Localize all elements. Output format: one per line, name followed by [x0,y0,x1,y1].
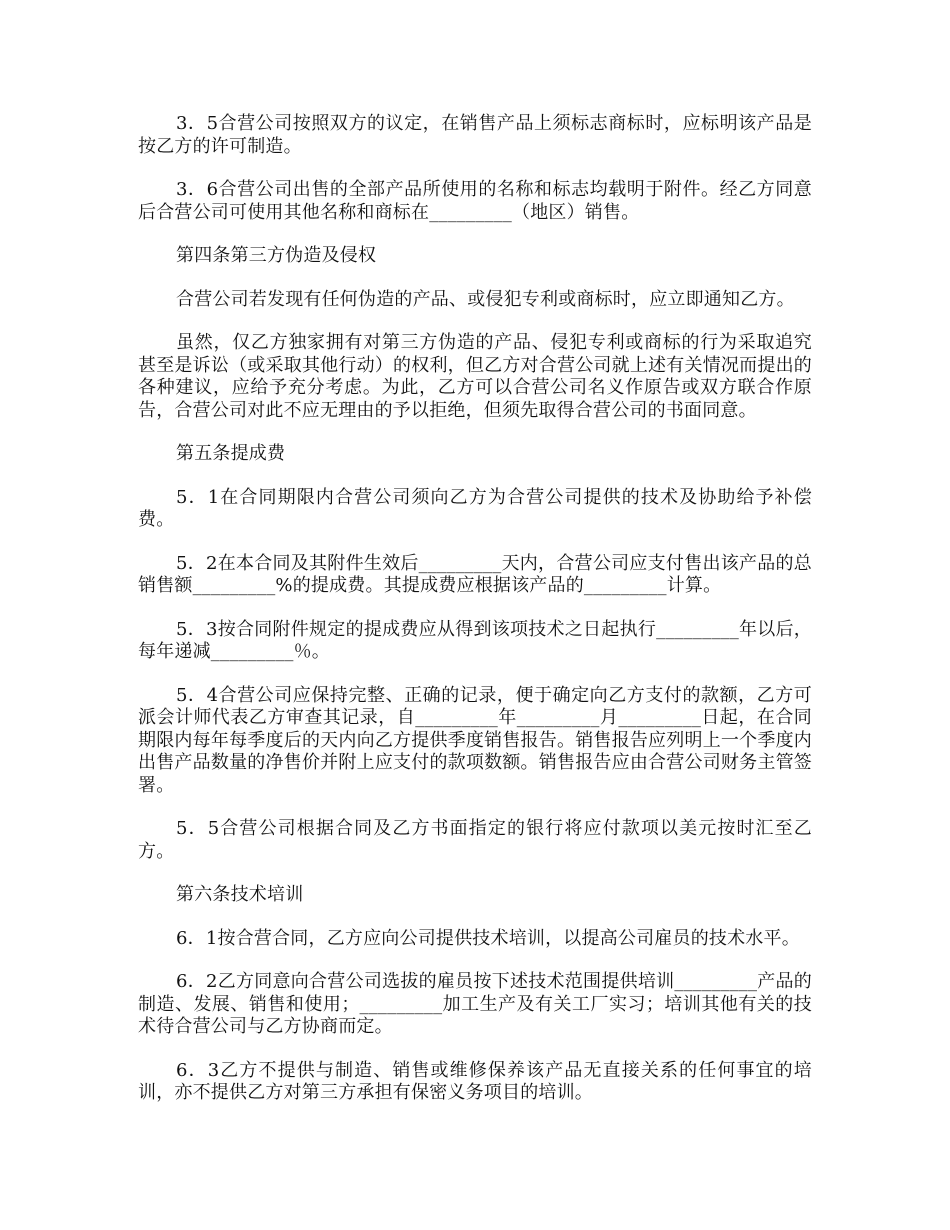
article-6-heading: 第六条技术培训 [176,884,304,905]
clause-5-1: 5．1在合同期限内合营公司须向乙方为合营公司提供的技术及协助给予补偿费。 [138,486,812,530]
article-4-paragraph-1: 合营公司若发现有任何伪造的产品、或侵犯专利或商标时，应立即通知乙方。 [176,288,795,310]
clause-6-3: 6．3乙方不提供与制造、销售或维修保养该产品无直接关系的任何事宜的培训，亦不提供乙方对第三方承担有保密义务项目的培训。 [138,1059,812,1103]
article-4-paragraph-2: 虽然，仅乙方独家拥有对第三方伪造的产品、侵犯专利或商标的行为采取追究甚至是诉讼（或采取其他行动）的权利，但乙方对合营公司就上述有关情况而提出的各种建议，应给予充分考虑。为此，乙方可以合营公司名义作原告或双方联合作原告，合营公司对此不应无理由的予以拒绝，但须先取得合营公司的书面同意。 [138,332,812,421]
clause-3-6: 3．6合营公司出售的全部产品所使用的名称和标志均载明于附件。经乙方同意后合营公司可使用其他名称和商标在_________（地区）销售。 [138,179,812,223]
article-5-heading: 第五条提成费 [176,443,286,464]
clause-6-1: 6．1按合营合同，乙方应向公司提供技术培训，以提高公司雇员的技术水平。 [176,927,800,949]
clause-5-5: 5．5合营公司根据合同及乙方书面指定的银行将应付款项以美元按时汇至乙方。 [138,818,812,862]
clause-6-2: 6．2乙方同意向合营公司选拔的雇员按下述技术范围提供培训_________产品的制造、发展、销售和使用；_________加工生产及有关工厂实习；培训其他有关的技术待合营公司与乙方协商而定。 [138,971,812,1037]
clause-5-3: 5．3按合同附件规定的提成费应从得到该项技术之日起执行_________年以后，每年递减_________％。 [138,618,812,662]
document-body [138,113,812,1126]
clause-3-5: 3．5合营公司按照双方的议定，在销售产品上须标志商标时，应标明该产品是按乙方的许可制造。 [138,113,812,157]
article-4-heading: 第四条第三方伪造及侵权 [176,245,377,266]
clause-5-4: 5．4合营公司应保持完整、正确的记录，便于确定向乙方支付的款额，乙方可派会计师代表乙方审查其记录，自_________年_________月_________日起，在合同期限内每年每季度后的天内向乙方提供季度销售报告。销售报告应列明上一个季度内出售产品数量的净售价并附上应支付的款项数额。销售报告应由合营公司财务主管签署。 [138,684,812,796]
clause-5-2: 5．2在本合同及其附件生效后_________天内，合营公司应支付售出该产品的总销售额_________%的提成费。其提成费应根据该产品的_________计算。 [138,552,812,596]
